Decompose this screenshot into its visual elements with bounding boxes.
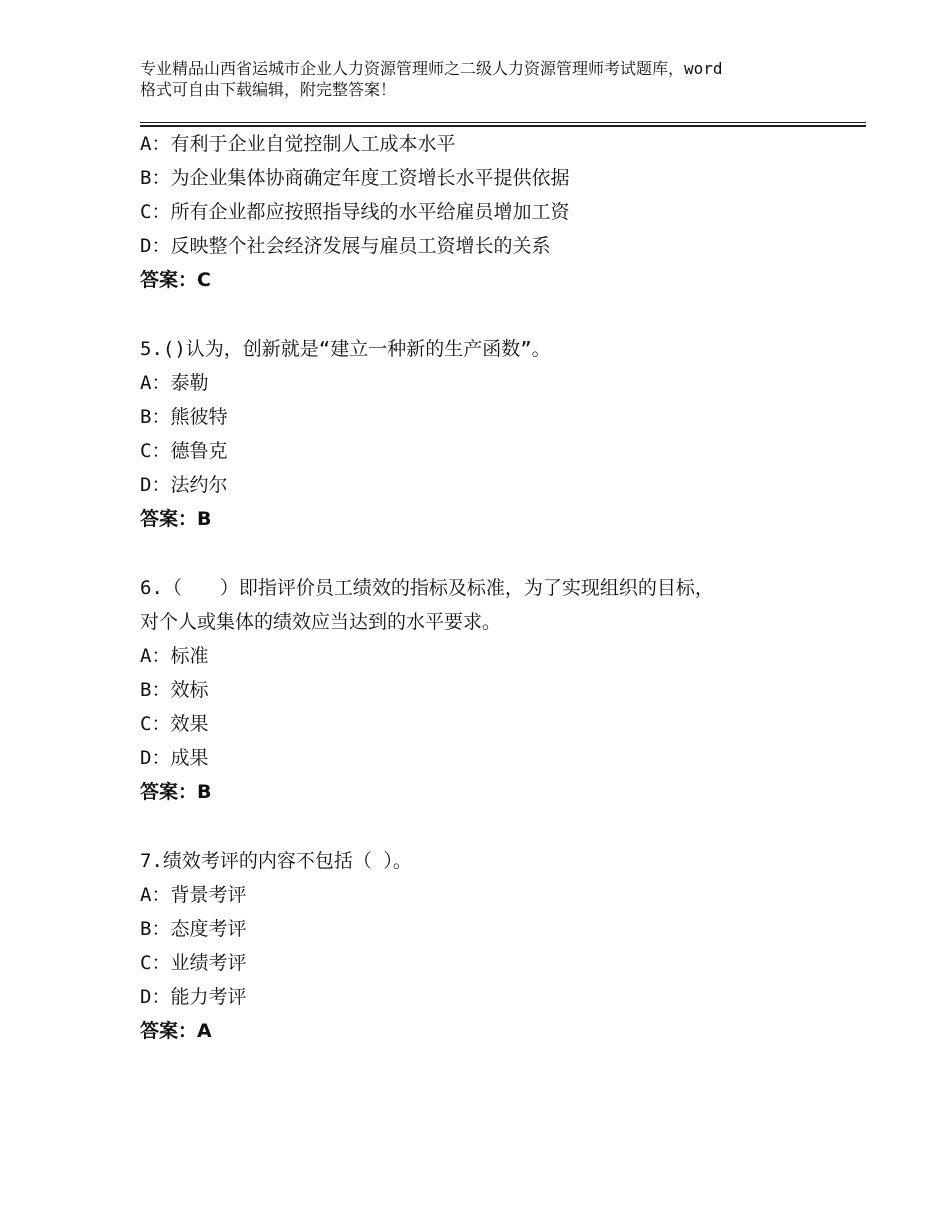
option-a: A：标准 — [140, 645, 209, 667]
spacer — [140, 536, 860, 571]
question-stem: 7.绩效考评的内容不包括（ ）。 — [140, 850, 412, 872]
option-c: C：效果 — [140, 713, 209, 735]
question-list — [140, 127, 860, 1048]
option-d: D：反映整个社会经济发展与雇员工资增长的关系 — [140, 235, 551, 257]
question-5 — [140, 332, 860, 536]
question-4 — [140, 127, 860, 297]
document-header — [140, 58, 830, 100]
question-stem-line-2: 对个人或集体的绩效应当达到的水平要求。 — [140, 611, 502, 633]
answer: 答案：A — [140, 1020, 212, 1042]
spacer — [140, 297, 860, 332]
option-d: D：能力考评 — [140, 986, 247, 1008]
option-a: A：泰勒 — [140, 372, 209, 394]
question-stem-line-1: 6.（ ）即指评价员工绩效的指标及标准，为了实现组织的目标， — [140, 577, 714, 599]
header-title-line-1: 专业精品山西省运城市企业人力资源管理师之二级人力资源管理师考试题库，word — [140, 59, 723, 78]
question-7 — [140, 844, 860, 1048]
option-b: B：效标 — [140, 679, 209, 701]
option-b: B：为企业集体协商确定年度工资增长水平提供依据 — [140, 167, 570, 189]
option-d: D：法约尔 — [140, 474, 228, 496]
option-b: B：熊彼特 — [140, 406, 228, 428]
question-stem: 5.()认为，创新就是“建立一种新的生产函数”。 — [140, 338, 551, 360]
answer: 答案：B — [140, 508, 212, 530]
answer: 答案：C — [140, 269, 211, 291]
option-a: A：有利于企业自觉控制人工成本水平 — [140, 133, 456, 155]
spacer — [140, 809, 860, 844]
header-divider-thin — [140, 122, 866, 123]
option-c: C：所有企业都应按照指导线的水平给雇员增加工资 — [140, 201, 570, 223]
answer: 答案：B — [140, 781, 212, 803]
option-c: C：业绩考评 — [140, 952, 247, 974]
question-6 — [140, 571, 860, 809]
option-d: D：成果 — [140, 747, 209, 769]
option-b: B：态度考评 — [140, 918, 247, 940]
option-a: A：背景考评 — [140, 884, 247, 906]
header-title-line-2: 格式可自由下载编辑，附完整答案！ — [140, 80, 397, 99]
option-c: C：德鲁克 — [140, 440, 228, 462]
